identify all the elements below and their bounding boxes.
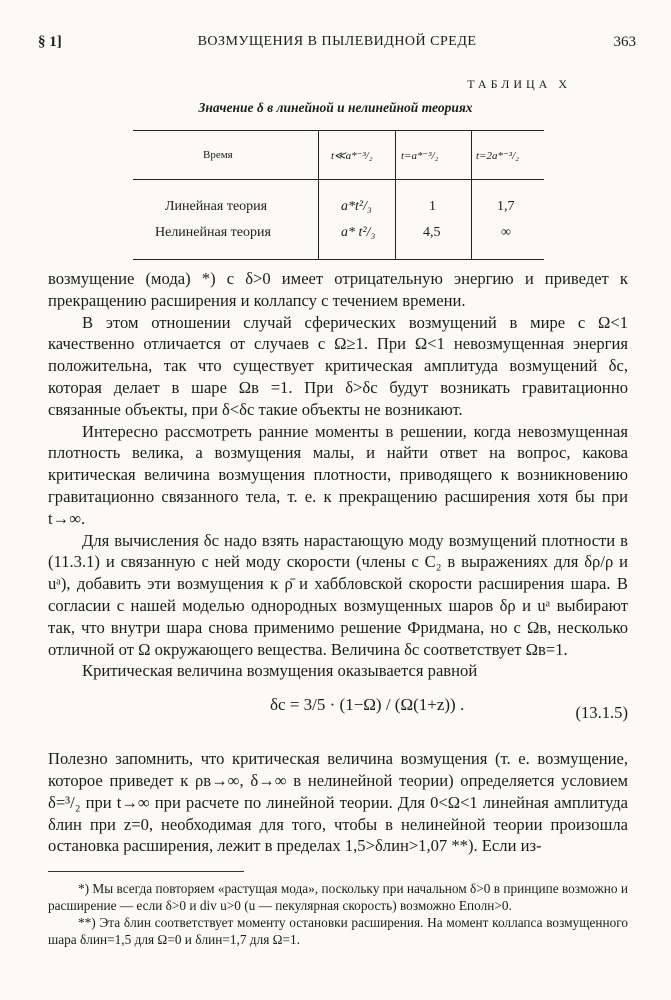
section-marker: § 1] (38, 34, 62, 50)
table-header-cell: t≪a*⁻³/₂ (331, 150, 373, 162)
paragraph: Критическая величина возмущения оказывается равной (82, 661, 478, 681)
paragraph: возмущение (мода) *) с δ>0 имеет отрицательную энергию и приведет к прекращению расширения и коллапсу с течением времени. (48, 269, 628, 310)
table-header-cell: t=a*⁻³/₂ (401, 150, 439, 162)
table-divider (318, 131, 319, 259)
equation-block (48, 688, 628, 740)
table-caption: Значение δ в линейной и нелинейной теориях (198, 100, 473, 115)
paragraph: Для вычисления δc надо взять нарастающую моду возмущений плотности в (11.3.1) и связанную с ней моду скорости (члены с C₂ в выражениях для δρ/ρ и uᵃ), добавить эти возмущения к ρ̄ и хаббловской скорости расширения шара. В согласии с нашей моделью однородных возмущенных шаров δρ и uᵃ выбирают так, что внутри шара снова применимо решение Фридмана, но с Ωв, несколько отличной от Ω окружающего вещества. Величина δc соответствует Ωв=1. (48, 530, 628, 659)
table-header-cell: Время (203, 149, 233, 161)
table-cell: 4,5 (423, 225, 441, 240)
table-header-rule (133, 179, 544, 180)
table-cell: Линейная теория (165, 199, 268, 214)
footnote: *) Мы всегда повторяем «растущая мода», поскольку при начальном δ>0 в принципе возможно и расширение — если δ>0 и div u>0 (u — пекулярная скорость) возможно Eполн>0. (48, 881, 628, 913)
footnotes (48, 880, 628, 948)
paragraph: В этом отношении случай сферических возмущений в мире с Ω<1 качественно отличается от случаев с Ω≥1. При Ω<1 невозмущенная энергия положительна, так что существует критическая амплитуда возмущений δc, которая делает в шаре Ωв =1. При δ>δc будут возникать гравитационно связанные объекты, при δ<δc такие объекты не возникают. (48, 312, 628, 419)
table-cell: a* t²/₃ (341, 225, 376, 240)
data-table (133, 130, 544, 260)
table-divider (395, 131, 396, 259)
footnote: **) Эта δлин соответствует моменту остановки расширения. На момент коллапса возмущенного шара δлин=1,5 для Ω=0 и δлин=1,7 для Ω=1. (48, 915, 628, 947)
table-cell: 1,7 (497, 199, 515, 214)
table-cell: 1 (429, 199, 436, 214)
footnote-rule (48, 871, 244, 872)
paragraph: Полезно запомнить, что критическая величина возмущения (т. е. возмущение, которое приведет к ρв→∞, δ→∞ в нелинейной теории) определяется условием δ=³/₂ при t→∞ при расчете по линейной теории. Для 0<Ω<1 линейная амплитуда δлин при z=0, необходимая для того, чтобы в нелинейной теории произошла остановка расширения, лежит в пределах 1,5>δлин>1,07 **). Если из- (48, 749, 628, 856)
table-cell: ∞ (501, 225, 511, 240)
paragraph: Интересно рассмотреть ранние моменты в решении, когда невозмущенная плотность велика, а возмущения малы, и найти ответ на вопрос, какова критическая величина возмущения плотности, приводящего к возникновению гравитационно связанного тела, т. е. к прекращению расширения хотя бы при t→∞. (48, 421, 628, 528)
body-text (48, 268, 628, 857)
equation-formula: δc = 3/5 · (1−Ω) / (Ω(1+z)) . (270, 695, 465, 715)
table-divider (471, 131, 472, 259)
table-cell: Нелинейная теория (155, 225, 271, 240)
running-title: ВОЗМУЩЕНИЯ В ПЫЛЕВИДНОЙ СРЕДЕ (197, 34, 477, 49)
table-cell: a*t²/₃ (341, 199, 372, 214)
table-label: ТАБЛИЦА X (467, 77, 571, 91)
table-header-cell: t=2a*⁻³/₂ (476, 150, 519, 162)
equation-number: (13.1.5) (575, 703, 628, 723)
page-number: 363 (613, 34, 636, 50)
running-header (38, 34, 636, 56)
